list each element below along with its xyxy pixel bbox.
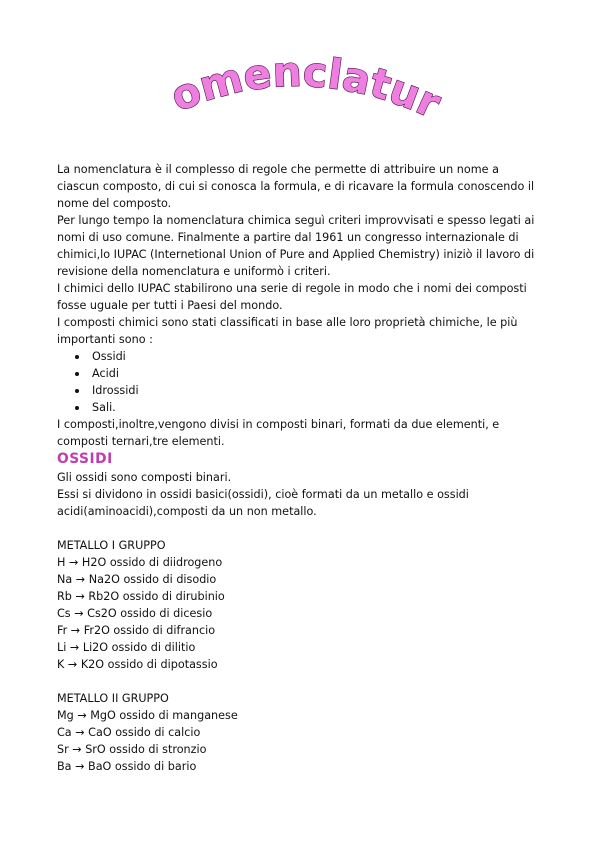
reaction-line (57, 622, 543, 639)
arrow-icon: → (77, 709, 87, 722)
oxide-product: BaO ossido di bario (88, 760, 197, 773)
element-symbol: Cs (57, 607, 71, 620)
list-item: Idrossidi (73, 382, 543, 399)
oxide-product: K2O ossido di dipotassio (80, 658, 218, 671)
reaction-line (57, 724, 543, 741)
arrow-icon: → (69, 641, 80, 654)
element-symbol: Ca (57, 726, 72, 739)
oxide-product: Na2O ossido di disodio (88, 573, 217, 586)
element-symbol: Na (57, 573, 73, 586)
arrow-icon: → (75, 590, 85, 603)
intro-paragraph: I composti chimici sono stati classificati in base alle loro proprietà chimiche, le più importanti sono : (57, 316, 518, 346)
list-item: Acidi (73, 365, 543, 382)
compound-types-list (57, 348, 543, 416)
title-text (143, 24, 449, 128)
reaction-line (57, 741, 543, 758)
oxide-product: Li2O ossido di dilitio (82, 641, 196, 654)
section-paragraph: Essi si dividono in ossidi basici(ossidi), cioè formati da un metallo e ossidi acidi(aminoacidi),composti da un non metallo. (57, 488, 469, 518)
oxide-product: MgO ossido di manganese (90, 709, 238, 722)
arrow-icon: → (75, 726, 85, 739)
group-2-block (57, 690, 543, 775)
element-symbol: H (57, 556, 66, 569)
element-symbol: Fr (57, 624, 68, 637)
title-textpath: Nomenclatura (142, 24, 448, 128)
intro-paragraph: I chimici dello IUPAC stabilirono una serie di regole in modo che i nomi dei composti fosse uguale per tutti i Paesi del mondo. (57, 282, 527, 312)
group-heading: METALLO II GRUPPO (57, 692, 169, 705)
arrow-icon: → (70, 624, 81, 637)
reaction-line (57, 554, 543, 571)
arrow-icon: → (68, 556, 79, 569)
binary-ternary-paragraph: I composti,inoltre,vengono divisi in composti binari, formati da due elementi, e composti ternari,tre elementi. (57, 418, 500, 448)
oxide-product: Rb2O ossido di dirubinio (88, 590, 225, 603)
oxide-product: H2O ossido di diidrogeno (81, 556, 223, 569)
element-symbol: K (57, 658, 65, 671)
oxide-product: Fr2O ossido di difrancio (83, 624, 216, 637)
list-item: Ossidi (73, 348, 543, 365)
arrow-icon: → (67, 658, 78, 671)
intro-paragraph: Per lungo tempo la nomenclatura chimica seguì criteri improvvisati e spesso legati ai nomi di uso comune. Finalmente a partire dal 1961 un congresso internazionale di chimici,lo IUPAC (Internetional Union of Pure and Applied Chemistry) iniziò il lavoro di revisione della nomenclatura e uniformò i criteri. (57, 214, 535, 278)
arrow-icon: → (74, 607, 84, 620)
body-text (57, 161, 543, 775)
section-paragraph: Gli ossidi sono composti binari. (57, 471, 232, 484)
oxide-product: SrO ossido di stronzio (85, 743, 207, 756)
intro-paragraphs (57, 161, 543, 348)
element-symbol: Li (57, 641, 67, 654)
group-1-block (57, 537, 543, 673)
reaction-line (57, 707, 543, 724)
element-symbol: Sr (57, 743, 69, 756)
element-symbol: Rb (57, 590, 72, 603)
reaction-line (57, 758, 543, 775)
oxide-product: Cs2O ossido di dicesio (87, 607, 213, 620)
arrow-icon: → (75, 760, 85, 773)
list-item: Sali. (73, 399, 543, 416)
spacer (57, 673, 543, 690)
element-symbol: Ba (57, 760, 72, 773)
intro-paragraph: La nomenclatura è il complesso di regole che permette di attribuire un nome a ciascun composto, di cui si conosca la formula, e di ricavare la formula conoscendo il nome del composto. (57, 163, 535, 210)
reaction-line (57, 588, 543, 605)
wordart-title (142, 24, 448, 142)
reaction-line (57, 656, 543, 673)
element-symbol: Mg (57, 709, 74, 722)
section-heading-ossidi: OSSIDI (57, 451, 113, 467)
oxide-product: CaO ossido di calcio (88, 726, 201, 739)
arrow-icon: → (72, 743, 82, 756)
spacer (57, 520, 543, 537)
reaction-line (57, 605, 543, 622)
reaction-line (57, 639, 543, 656)
reaction-line (57, 571, 543, 588)
page-title (142, 24, 448, 142)
arrow-icon: → (75, 573, 86, 586)
group-heading: METALLO I GRUPPO (57, 539, 166, 552)
